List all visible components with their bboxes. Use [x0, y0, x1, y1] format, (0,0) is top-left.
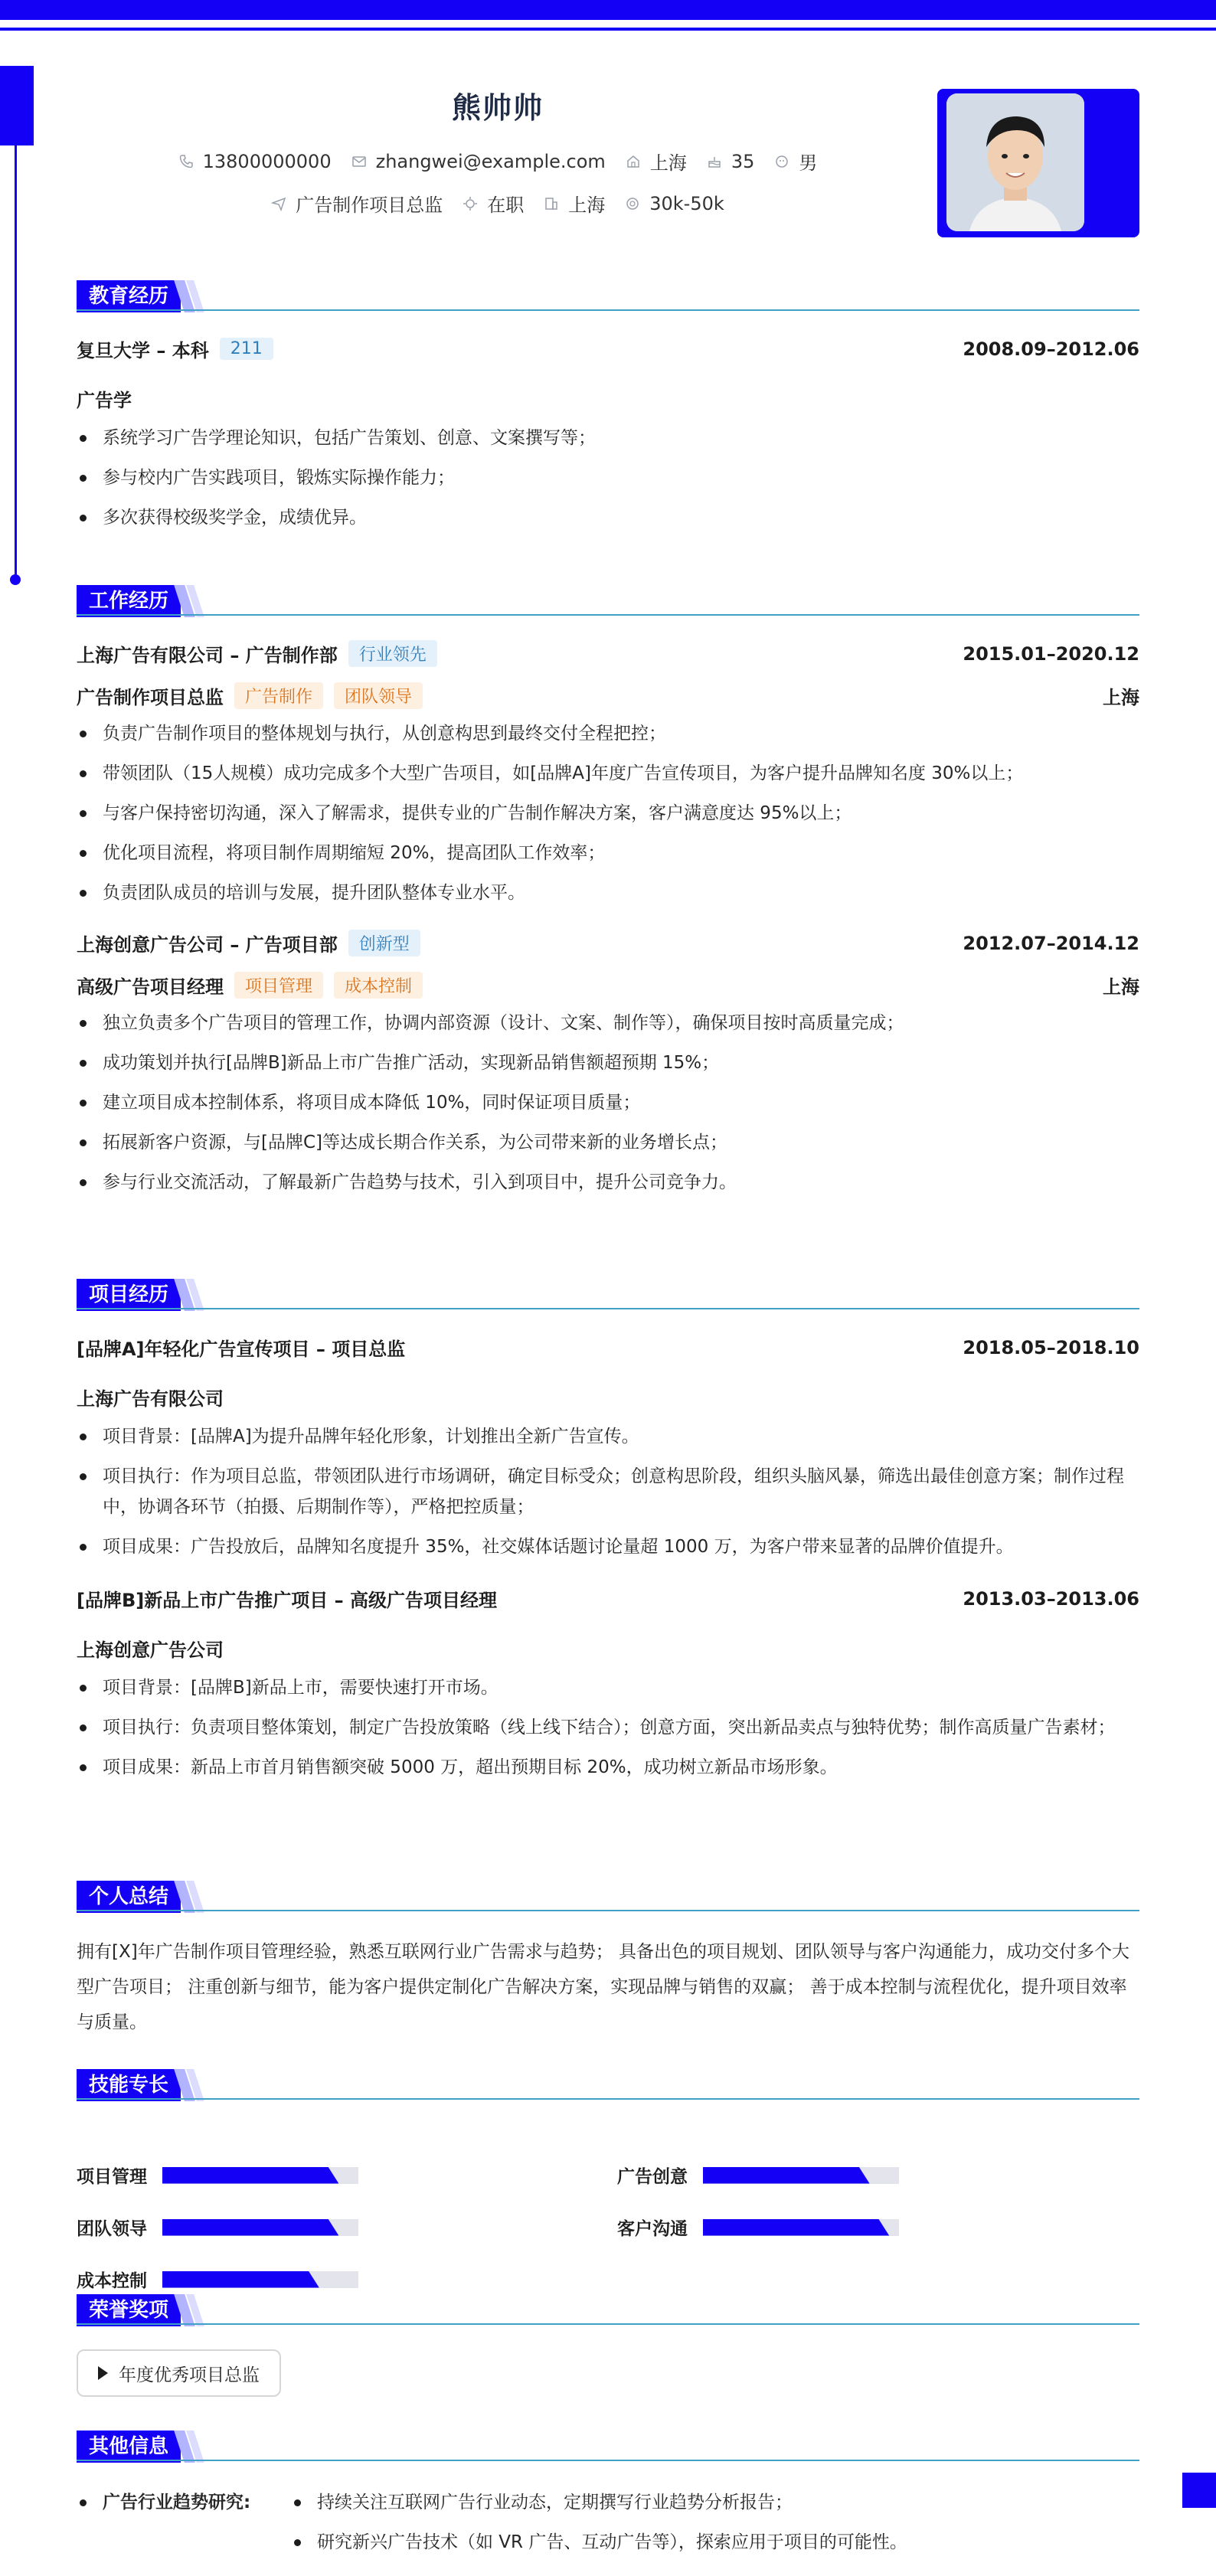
- project-title: [品牌A]年轻化广告宣传项目 – 项目总监: [77, 1339, 406, 1360]
- skill-fill: [162, 2219, 338, 2236]
- role-tag: 成本控制: [334, 972, 423, 999]
- projects-section-header: [77, 1279, 1139, 1311]
- skill-fill: [703, 2219, 889, 2236]
- city-info: [626, 148, 687, 175]
- skill-name: 成本控制: [77, 2271, 147, 2291]
- gender-text: 男: [799, 152, 818, 174]
- work-entry-left: [77, 930, 420, 956]
- gender-icon: [774, 154, 789, 169]
- list-item: 带领团队（15人规模）成功完成多个大型广告项目，如[品牌A]年度广告宣传项目，为客户提升品牌知名度 30%以上；: [77, 758, 1139, 789]
- list-item: 项目背景：[品牌B]新品上市，需要快速打开市场。: [77, 1672, 1139, 1703]
- age-info: [707, 151, 755, 172]
- project-company-row: [77, 1635, 1139, 1662]
- list-item: 系统学习广告学理论知识，包括广告策划、创意、文案撰写等；: [77, 423, 1139, 453]
- list-item: 参与行业交流活动，了解最新广告趋势与技术，引入到项目中，提升公司竞争力。: [77, 1167, 1139, 1198]
- work-date: 2015.01–2020.12: [963, 642, 1139, 665]
- role-name: 广告制作项目总监: [77, 687, 224, 708]
- skills-section-title: 技能专长: [77, 2069, 181, 2101]
- section-divider: [77, 2323, 1139, 2325]
- skill-bar: [162, 2167, 358, 2184]
- skill-bar: [162, 2219, 358, 2236]
- education-entry-header: [77, 335, 1139, 362]
- company-tag: 创新型: [348, 930, 420, 956]
- summary-text: 拥有[X]年广告制作项目管理经验，熟悉互联网行业广告需求与趋势； 具备出色的项目规划、团队领导与客户沟通能力，成功交付多个大型广告项目； 注重创新与细节，能为客户提供定制化广告解决方案，实现品牌与销售的双赢； 善于成本控制与流程优化，提升项目效率与质量。: [77, 1942, 1130, 2032]
- building-icon: [544, 196, 559, 211]
- gender-info: [774, 148, 817, 175]
- other-label: 广告行业趋势研究:: [77, 2486, 291, 2565]
- major-name: 广告学: [77, 390, 132, 411]
- person-name: 熊帅帅: [451, 91, 544, 125]
- section-divider: [77, 2460, 1139, 2461]
- list-item: 拓展新客户资源，与[品牌C]等达成长期合作关系，为公司带来新的业务增长点；: [77, 1127, 1139, 1158]
- honors-section-title: 荣誉奖项: [77, 2294, 181, 2326]
- work-items: [77, 718, 1139, 908]
- job-info-row: [77, 190, 919, 217]
- work-city-info: [544, 190, 605, 217]
- status-text: 在职: [487, 195, 525, 216]
- major-row: [77, 385, 1139, 412]
- project-company: 上海创意广告公司: [77, 1639, 224, 1661]
- top-accent-bar: [0, 0, 1216, 20]
- work-entry-header: [77, 640, 1139, 667]
- project-entry-header: [77, 1334, 1139, 1361]
- salary-info: [625, 193, 724, 214]
- job-target-text: 广告制作项目总监: [296, 195, 443, 216]
- status-info: [463, 190, 524, 217]
- list-item: 负责团队成员的培训与发展，提升团队整体专业水平。: [77, 878, 1139, 908]
- skill-item: [77, 2162, 358, 2188]
- project-company-row: [77, 1384, 1139, 1411]
- cake-icon: [707, 154, 722, 169]
- work-section: [77, 585, 1139, 1198]
- list-item: 成功策划并执行[品牌B]新品上市广告推广活动，实现新品销售额超预期 15%；: [77, 1048, 1139, 1078]
- section-divider: [77, 2098, 1139, 2100]
- honors-section-header: [77, 2294, 1139, 2326]
- skill-fill: [162, 2167, 338, 2184]
- work-items: [77, 1008, 1139, 1198]
- skill-item: [617, 2215, 899, 2240]
- other-section-header: [77, 2431, 1139, 2463]
- summary-section-title: 个人总结: [77, 1881, 181, 1913]
- photo-frame: [937, 89, 1139, 237]
- basic-info-row: [77, 148, 919, 175]
- projects-section-title: 项目经历: [77, 1279, 181, 1311]
- skill-name: 客户沟通: [617, 2219, 688, 2239]
- city-text: 上海: [649, 152, 687, 174]
- skill-item: [77, 2267, 358, 2292]
- other-info-row: [77, 2486, 1139, 2565]
- work-role-left: [77, 972, 423, 999]
- list-item: 持续关注互联网广告行业动态，定期撰写行业趋势分析报告；: [291, 2486, 907, 2519]
- send-icon: [271, 196, 286, 211]
- project-title: [品牌B]新品上市广告推广项目 – 高级广告项目经理: [77, 1590, 497, 1611]
- skill-bar: [703, 2219, 899, 2236]
- skill-name: 团队领导: [77, 2219, 147, 2239]
- profile-photo: [946, 93, 1084, 231]
- honors-list: [77, 2349, 1139, 2397]
- award-item: [77, 2349, 281, 2397]
- coin-icon: [625, 196, 640, 211]
- work-role-left: [77, 682, 423, 709]
- section-divider: [77, 614, 1139, 616]
- project-date: 2018.05–2018.10: [963, 1336, 1139, 1358]
- project-date: 2013.03–2013.06: [963, 1587, 1139, 1610]
- skills-section-header: [77, 2069, 1139, 2101]
- company-name: 上海创意广告公司 – 广告项目部: [77, 934, 338, 956]
- list-item: 项目成果：广告投放后，品牌知名度提升 35%，社交媒体话题讨论量超 1000 万，为客户带来显著的品牌价值提升。: [77, 1532, 1139, 1562]
- skill-name: 项目管理: [77, 2167, 147, 2187]
- status-icon: [463, 196, 478, 211]
- list-item: 多次获得校级奖学金，成绩优异。: [77, 502, 1139, 533]
- skill-item: [77, 2215, 358, 2240]
- work-section-title: 工作经历: [77, 585, 181, 617]
- skill-bar: [703, 2167, 899, 2184]
- list-item: 研究新兴广告技术（如 VR 广告、互动广告等），探索应用于项目的可能性。: [291, 2525, 907, 2559]
- list-item: 负责广告制作项目的整体规划与执行，从创意构思到最终交付全程把控；: [77, 718, 1139, 749]
- work-entry-left: [77, 640, 437, 667]
- company-tag: 行业领先: [348, 640, 437, 667]
- summary-section-header: [77, 1881, 1139, 1913]
- work-role-row: [77, 972, 1139, 999]
- honors-section: [77, 2294, 1139, 2397]
- other-section: [77, 2431, 1139, 2565]
- skill-fill: [703, 2167, 870, 2184]
- skill-name: 广告创意: [617, 2167, 688, 2187]
- award-name: 年度优秀项目总监: [119, 2365, 260, 2385]
- email-text: zhangwei@example.com: [375, 150, 606, 172]
- work-role-row: [77, 682, 1139, 709]
- job-target-info: [271, 190, 443, 217]
- skills-section: [77, 2069, 1139, 2291]
- list-item: 独立负责多个广告项目的管理工作，协调内部资源（设计、文案、制作等），确保项目按时高质量完成；: [77, 1008, 1139, 1038]
- project-items: [77, 1421, 1139, 1562]
- section-divider: [77, 1308, 1139, 1309]
- list-item: 参与校内广告实践项目，锻炼实际操作能力；: [77, 463, 1139, 493]
- list-item: 优化项目流程，将项目制作周期缩短 20%，提高团队工作效率；: [77, 838, 1139, 868]
- other-items: [291, 2486, 907, 2565]
- summary-section: [77, 1881, 1139, 2040]
- project-entry-header: [77, 1585, 1139, 1612]
- skill-grid: [77, 2101, 1139, 2291]
- play-triangle-icon: [98, 2366, 108, 2380]
- phone-icon: [178, 154, 194, 169]
- right-accent-block: [1182, 2473, 1216, 2508]
- skill-fill: [162, 2271, 319, 2288]
- mail-icon: [351, 154, 367, 169]
- education-items: [77, 423, 1139, 533]
- education-section-header: [77, 280, 1139, 312]
- school-tag: 211: [220, 338, 273, 360]
- work-date: 2012.07–2014.12: [963, 932, 1139, 954]
- education-date: 2008.09–2012.06: [963, 338, 1139, 360]
- skill-item: [617, 2162, 899, 2188]
- home-icon: [626, 154, 641, 169]
- other-section-title: 其他信息: [77, 2431, 181, 2463]
- education-entry-left: [77, 335, 273, 362]
- projects-section: [77, 1279, 1139, 1783]
- list-item: 建立项目成本控制体系，将项目成本降低 10%，同时保证项目质量；: [77, 1087, 1139, 1118]
- role-name: 高级广告项目经理: [77, 976, 224, 998]
- list-item: 项目执行：负责项目整体策划，制定广告投放策略（线上线下结合）；创意方面，突出新品卖点与独特优势；制作高质量广告素材；: [77, 1712, 1139, 1743]
- section-divider: [77, 1910, 1139, 1911]
- left-timeline-line: [15, 145, 17, 579]
- project-company: 上海广告有限公司: [77, 1388, 224, 1410]
- phone-info: [178, 151, 332, 172]
- education-section-title: 教育经历: [77, 280, 181, 312]
- work-location: 上海: [1103, 976, 1139, 998]
- list-item: 项目执行：作为项目总监，带领团队进行市场调研，确定目标受众；创意构思阶段，组织头脑风暴，筛选出最佳创意方案；制作过程中，协调各环节（拍摄、后期制作等），严格把控质量；: [77, 1461, 1139, 1522]
- list-item: 与客户保持密切沟通，深入了解需求，提供专业的广告制作解决方案，客户满意度达 95%以上；: [77, 798, 1139, 829]
- role-tag: 团队领导: [334, 682, 423, 709]
- work-location: 上海: [1103, 687, 1139, 708]
- education-section: [77, 280, 1139, 533]
- list-item: 项目背景：[品牌A]为提升品牌年轻化形象，计划推出全新广告宣传。: [77, 1421, 1139, 1452]
- section-divider: [77, 309, 1139, 311]
- role-tag: 广告制作: [234, 682, 323, 709]
- resume-header: [77, 84, 919, 217]
- left-timeline-dot: [10, 574, 21, 585]
- company-name: 上海广告有限公司 – 广告制作部: [77, 645, 338, 666]
- work-entry-header: [77, 930, 1139, 956]
- email-info: [351, 151, 606, 172]
- work-section-header: [77, 585, 1139, 617]
- top-accent-line: [0, 28, 1216, 31]
- role-tag: 项目管理: [234, 972, 323, 999]
- skill-bar: [162, 2271, 358, 2288]
- list-item: 项目成果：新品上市首月销售额突破 5000 万，超出预期目标 20%，成功树立新品市场形象。: [77, 1752, 1139, 1783]
- school-name: 复旦大学 – 本科: [77, 340, 209, 361]
- salary-text: 30k-50k: [649, 192, 724, 214]
- left-accent-tab: [0, 66, 34, 145]
- project-items: [77, 1672, 1139, 1783]
- phone-text: 13800000000: [202, 150, 332, 172]
- age-text: 35: [731, 150, 755, 172]
- work-city-text: 上海: [568, 195, 606, 216]
